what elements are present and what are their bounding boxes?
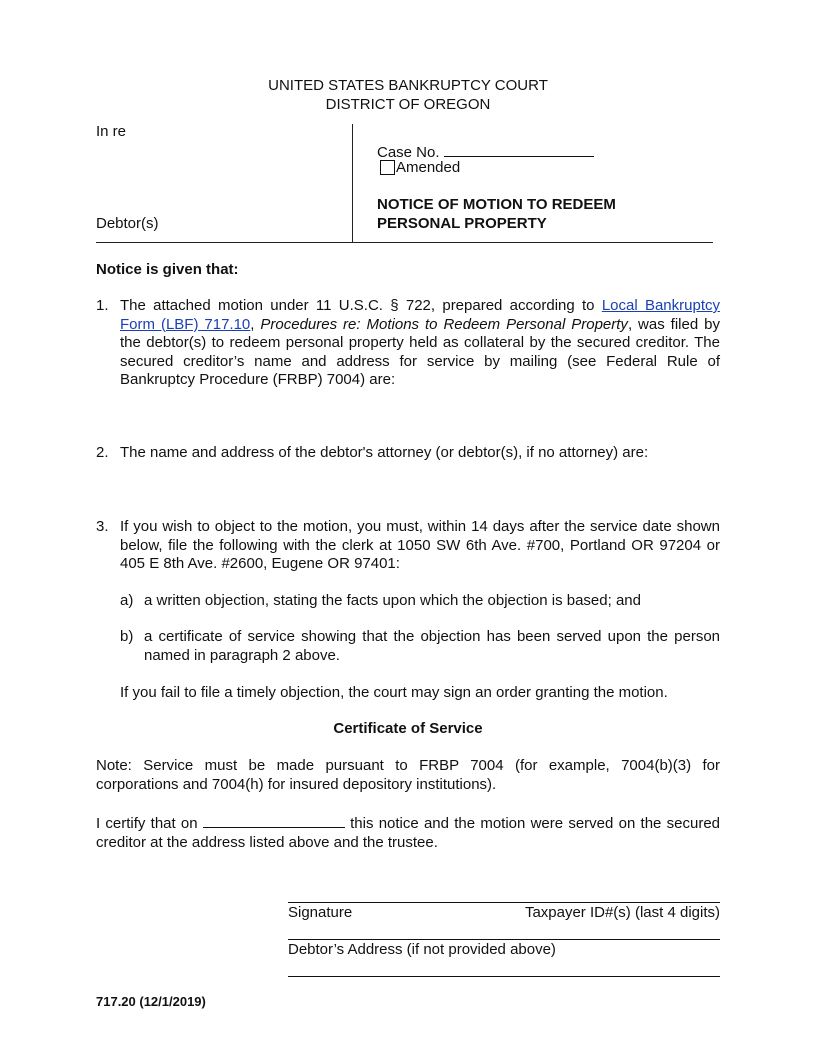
lbf-717-10-link[interactable]: Local Bankruptcy Form (LBF) 717.10: [120, 297, 720, 333]
address-continuation-line[interactable]: [288, 976, 720, 977]
case-number-blank[interactable]: [444, 141, 594, 157]
item-number: 1.: [96, 297, 109, 314]
court-name: UNITED STATES BANKRUPTCY COURT: [268, 77, 548, 94]
amended-checkbox-row[interactable]: [380, 159, 460, 176]
item-number: 2.: [96, 444, 109, 461]
service-date-blank[interactable]: [203, 813, 345, 828]
notice-heading: Notice is given that:: [96, 261, 239, 278]
signature-label: Signature: [288, 904, 353, 921]
debtor-address-line[interactable]: [288, 939, 720, 940]
case-number-field[interactable]: [377, 141, 594, 161]
notice-item-3: [96, 518, 720, 574]
form-identifier: 717.20 (12/1/2019): [96, 994, 206, 1009]
sub-item-letter: b): [120, 628, 134, 645]
certification-statement: I certify that on this notice and the motion were served on the secured creditor at the address listed above and the trustee.: [96, 815, 720, 851]
caption-divider: [352, 124, 353, 243]
caption-bottom-rule: [96, 242, 713, 243]
notice-item-3a: [120, 592, 720, 611]
notice-item-3b: [120, 628, 720, 665]
debtors-label: Debtor(s): [96, 215, 159, 232]
sub-item-text: a written objection, stating the facts upon which the objection is based; and: [144, 592, 641, 609]
amended-label: Amended: [396, 159, 461, 176]
court-district: DISTRICT OF OREGON: [325, 95, 491, 113]
taxpayer-id-label: Taxpayer ID#(s) (last 4 digits): [524, 904, 720, 921]
amended-checkbox[interactable]: [380, 160, 395, 175]
item-number: 3.: [96, 518, 109, 535]
notice-item-1: [96, 297, 720, 390]
item-text: The attached motion under 11 U.S.C. § 722, prepared according to Local Bankruptcy Form (LBF) 717.10, Procedures re: Motions to Redeem Personal Property, was filed by the debtor(s) to redeem personal property held as collateral by the secured creditor. The secured creditor’s name and address for service by mailing (see Federal Rule of Bankruptcy Procedure (FRBP) 7004) are:: [120, 297, 720, 388]
signature-line[interactable]: [288, 902, 720, 903]
failure-notice: If you fail to file a timely objection, the court may sign an order granting the motion.: [120, 684, 668, 701]
document-title: NOTICE OF MOTION TO REDEEM PERSONAL PROPERTY: [377, 196, 616, 232]
item-text: The name and address of the debtor's attorney (or debtor(s), if no attorney) are:: [120, 444, 649, 461]
in-re-label: In re: [96, 123, 127, 140]
case-number-label: Case No.: [377, 144, 440, 161]
service-note: Note: Service must be made pursuant to FRBP 7004 (for example, 7004(b)(3) for corporations and 7004(h) for insured depository institutions).: [96, 757, 720, 793]
sub-item-text: a certificate of service showing that the objection has been served upon the person named in paragraph 2 above.: [144, 628, 720, 664]
court-header: [0, 77, 816, 114]
sub-item-letter: a): [120, 592, 134, 609]
notice-item-2: [96, 444, 720, 463]
debtor-address-label: Debtor’s Address (if not provided above): [288, 941, 556, 958]
item-text: If you wish to object to the motion, you must, within 14 days after the service date shown below, file the following with the clerk at 1050 SW 6th Ave. #700, Portland OR 97204 or 405 E 8th Ave. #2600, Eugene OR 97401:: [120, 518, 720, 572]
certificate-heading: Certificate of Service: [333, 720, 483, 737]
